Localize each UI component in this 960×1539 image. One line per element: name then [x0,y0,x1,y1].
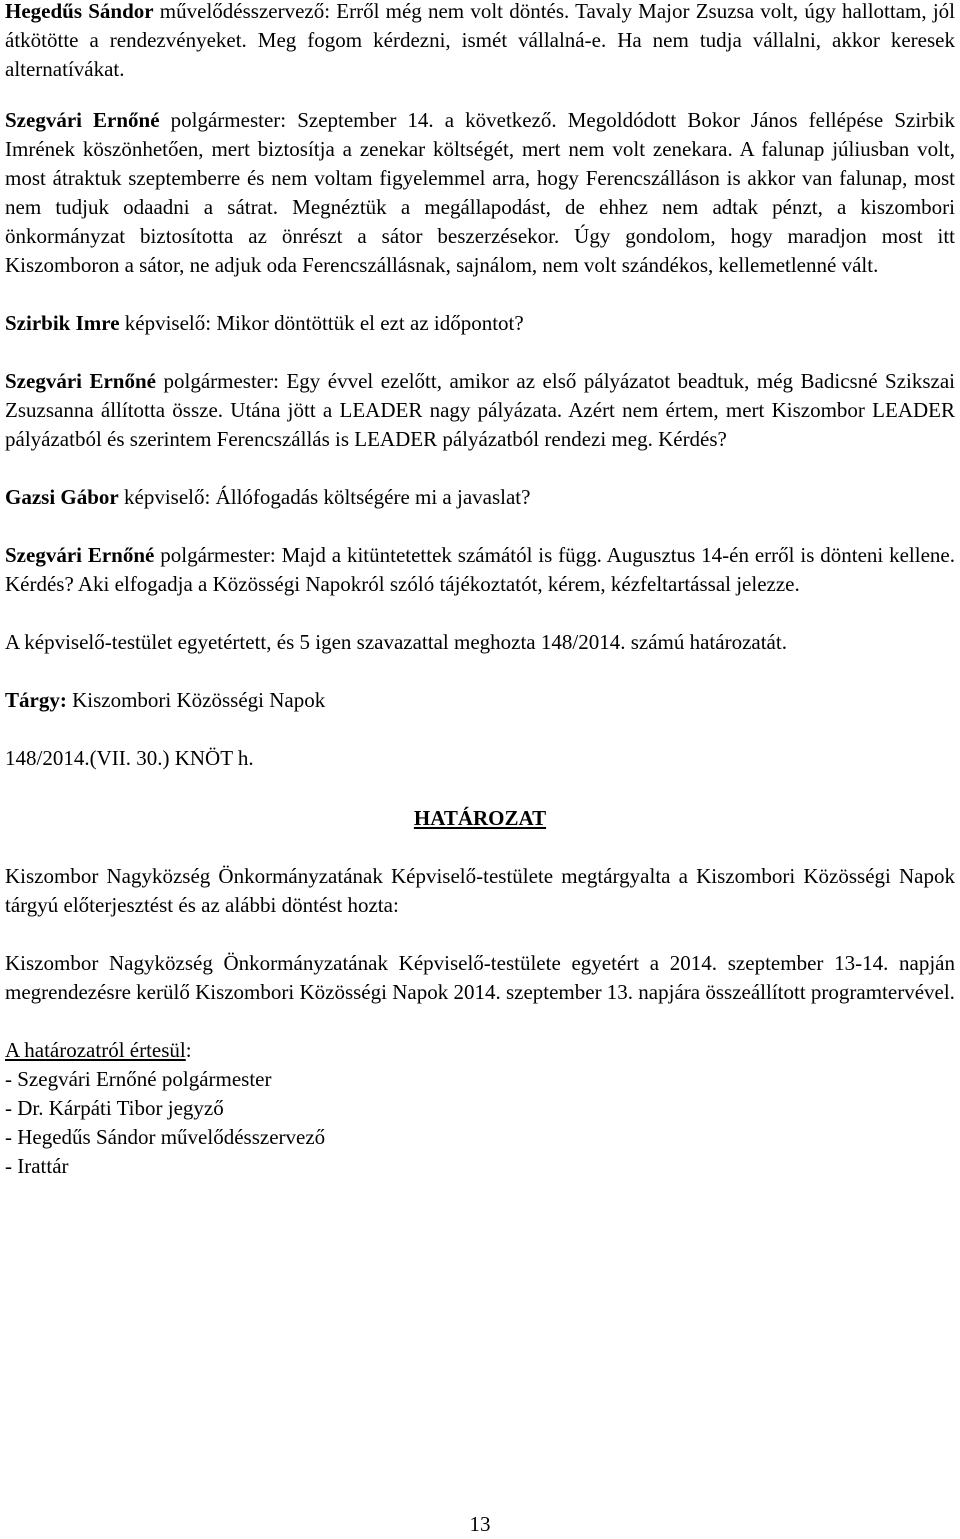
recipient-item: - Irattár [5,1154,69,1178]
notification-list [5,1036,955,1181]
subject-label: Tárgy: [5,688,67,712]
vote-result: A képviselő-testület egyetértett, és 5 igen szavazattal meghozta 148/2014. számú határozatát. [5,630,787,654]
page-number: 13 [469,1512,491,1536]
speaker-name: Gazsi Gábor [5,485,119,509]
notification-label-text: A határozatról értesül [5,1038,186,1062]
resolution-heading-line [5,804,955,833]
paragraph-4 [5,367,955,454]
speech-text: Szeptember 14. a következő. Megoldódott Bokor János fellépése Szirbik Imrének köszönhetően, mert biztosítja a zenekar költségét, mert nem volt zenekara. A falunap júliusban volt, most átraktuk szeptemberre és nem voltam figyelemmel arra, hogy Ferencszálláson is akkor van falunap, most nem tudjuk odaadni a sátrat. Megnéztük a megállapodást, de ehhez nem adtak pénzt, a kiszombori önkormányzat biztosította az önrészt a sátor beszerzésekor. Úgy gondolom, hogy maradjon most itt Kiszomboron a sátor, ne adjuk oda Ferencszállásnak, sajnálom, nem volt szándékos, kellemetlenné vált. [5,108,955,277]
subject-line [5,686,955,715]
speech-text: Egy évvel ezelőtt, amikor az első pályázatot beadtuk, még Badicsné Szikszai Zsuzsanna állította össze. Utána jött a LEADER nagy pályázata. Azért nem értem, mert Kiszombor LEADER pályázatból és szerintem Ferencszállás is LEADER pályázatból rendezi meg. Kérdés? [5,369,955,451]
speaker-name: Hegedűs Sándor [5,0,154,23]
resolution-number: 148/2014.(VII. 30.) KNÖT h. [5,746,254,770]
notification-label [5,1036,955,1065]
speaker-name: Szegvári Ernőné [5,108,160,132]
speaker-role: polgármester: [159,108,298,132]
speech-text: Majd a kitüntetettek számától is függ. Augusztus 14-én erről is dönteni kellene. Kérdés? Aki elfogadja a Közösségi Napokról szóló tájékoztatót, kérem, kézfeltartással jelezze. [5,543,955,596]
subject-text: Kiszombori Közösségi Napok [66,688,326,712]
resolution-body: Kiszombor Nagyközség Önkormányzatának Képviselő-testülete egyetért a 2014. szeptember 13-14. napján megrendezésre kerülő Kiszombori Közösségi Napok 2014. szeptember 13. napjára összeállított programtervével. [5,951,955,1004]
recipient-item: - Dr. Kárpáti Tibor jegyző [5,1096,224,1120]
speaker-role: művelődésszervező: [153,0,337,23]
speaker-name: Szegvári Ernőné [5,369,156,393]
paragraph-5 [5,483,955,512]
speaker-role: képviselő: [119,311,217,335]
resolution-heading: HATÁROZAT [413,806,547,830]
paragraph-6 [5,541,955,599]
speech-text: Mikor döntöttük el ezt az időpontot? [216,311,524,335]
speech-text: Állófogadás költségére mi a javaslat? [215,485,531,509]
document-page [5,0,955,1181]
speaker-name: Szegvári Ernőné [5,543,155,567]
paragraph-2 [5,106,955,280]
paragraph-3 [5,309,955,338]
speaker-role: képviselő: [118,485,216,509]
speaker-role: polgármester: [155,369,287,393]
speaker-role: polgármester: [154,543,282,567]
speech-text: Erről még nem volt döntés. Tavaly Major Zsuzsa volt, úgy hallottam, jól átkötötte a rendezvényeket. Meg fogom kérdezni, ismét vállalná-e. Ha nem tudja vállalni, akkor keresek alternatívákat. [5,0,955,81]
resolution-intro: Kiszombor Nagyközség Önkormányzatának Képviselő-testülete megtárgyalta a Kiszombori Közösségi Napok tárgyú előterjesztést és az alábbi döntést hozta: [5,864,955,917]
speaker-name: Szirbik Imre [5,311,120,335]
paragraph-1 [5,0,955,84]
recipient-item: - Hegedűs Sándor művelődésszervező [5,1125,326,1149]
notification-label-colon: : [185,1038,192,1062]
recipient-item: - Szegvári Ernőné polgármester [5,1067,272,1091]
